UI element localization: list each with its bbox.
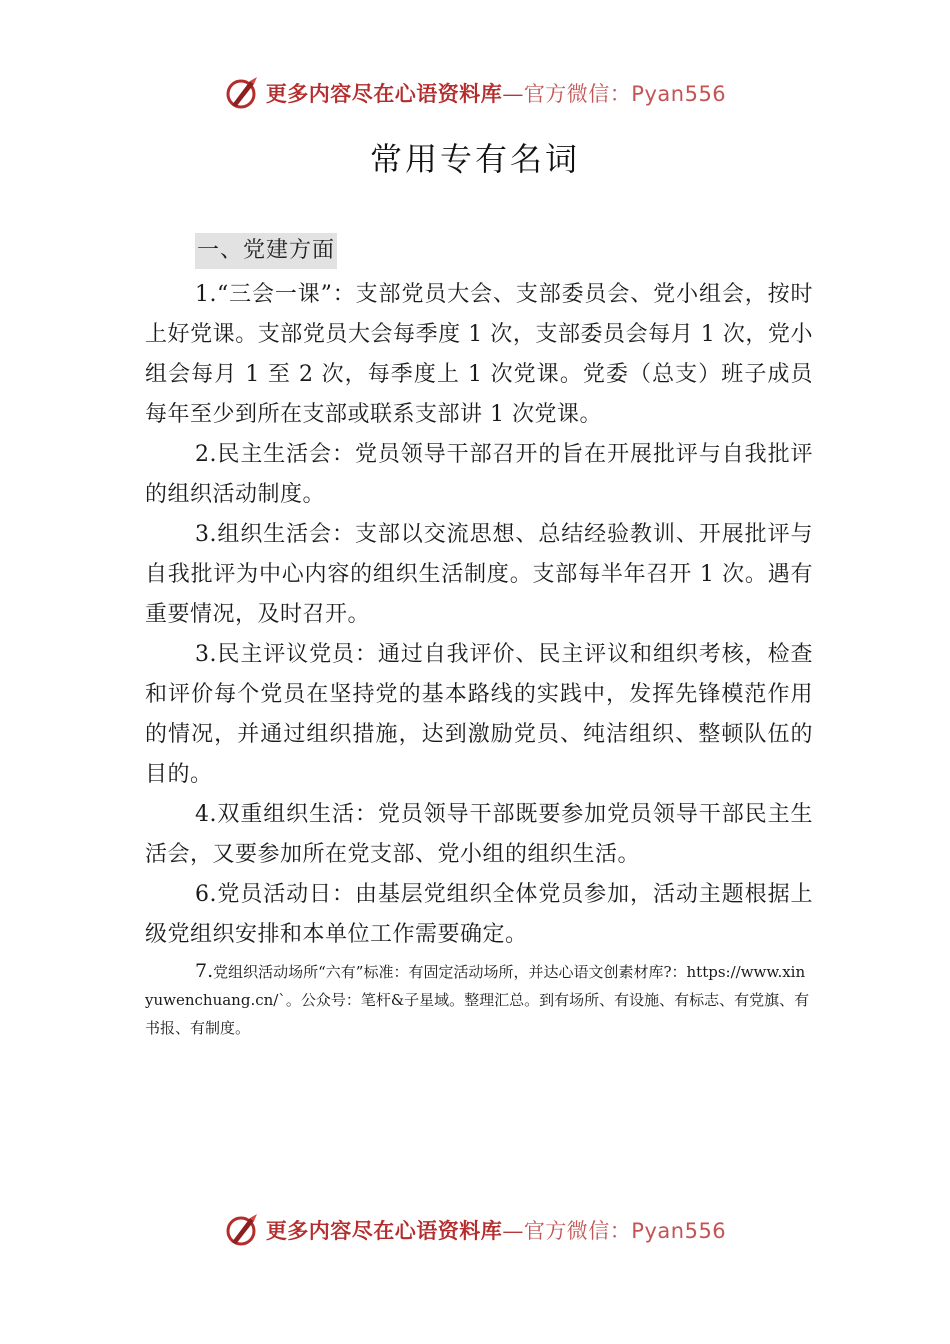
banner-text	[266, 1215, 726, 1245]
paragraph-6: 6.党员活动日：由基层党组织全体党员参加，活动主题根据上级党组织安排和本单位工作需要确定。	[145, 882, 813, 947]
paragraph-4: 3.民主评议党员：通过自我评价、民主评议和组织考核，检查和评价每个党员在坚持党的基本路线的实践中，发挥先锋模范作用的情况，并通过组织措施，达到激励党员、纯洁组织、整顿队伍的目的。	[145, 642, 813, 787]
banner-text	[266, 78, 726, 108]
section-heading: 一、党建方面	[195, 233, 337, 269]
paragraph-7	[145, 957, 813, 1042]
banner-brand: 更多内容尽在心语资料库	[265, 81, 503, 106]
header-banner	[0, 71, 950, 115]
footer-banner	[0, 1208, 950, 1252]
paragraph-3: 3.组织生活会：支部以交流思想、总结经验教训、开展批评与自我批评为中心内容的组织生活制度。支部每半年召开 1 次。遇有重要情况，及时召开。	[145, 522, 813, 627]
page-title: 常用专有名词	[369, 140, 580, 178]
banner-wechat: 官方微信：Pyan556	[523, 1219, 727, 1243]
banner-separator: —	[502, 82, 524, 106]
paragraph-7-number: 7.	[195, 960, 214, 982]
document-body	[145, 233, 813, 1042]
paragraph-5: 4.双重组织生活：党员领导干部既要参加党员领导干部民主生活会，又要参加所在党支部、党小组的组织生活。	[145, 802, 813, 867]
paragraph-7-text: 党组织活动场所“六有”标准：有固定活动场所，并达心语文创素材库?：https://www.xinyuwenchuang.cn/`。公众号：笔杆&子星域。整理汇总。到有场所、有设施、有标志、有党旗、有书报、有制度。	[145, 963, 810, 1037]
banner-brand: 更多内容尽在心语资料库	[265, 1218, 503, 1243]
paragraph-2: 2.民主生活会：党员领导干部召开的旨在开展批评与自我批评的组织活动制度。	[145, 442, 813, 507]
paragraph-1: 1.“三会一课”：支部党员大会、支部委员会、党小组会，按时上好党课。支部党员大会每季度 1 次，支部委员会每月 1 次，党小组会每月 1 至 2 次，每季度上 1 次党课。党委（总支）班子成员每年至少到所在支部或联系支部讲 1 次党课。	[145, 282, 813, 427]
quill-logo-icon	[224, 75, 260, 111]
quill-logo-icon	[224, 1212, 260, 1248]
banner-separator: —	[502, 1219, 524, 1243]
banner-wechat: 官方微信：Pyan556	[523, 82, 727, 106]
